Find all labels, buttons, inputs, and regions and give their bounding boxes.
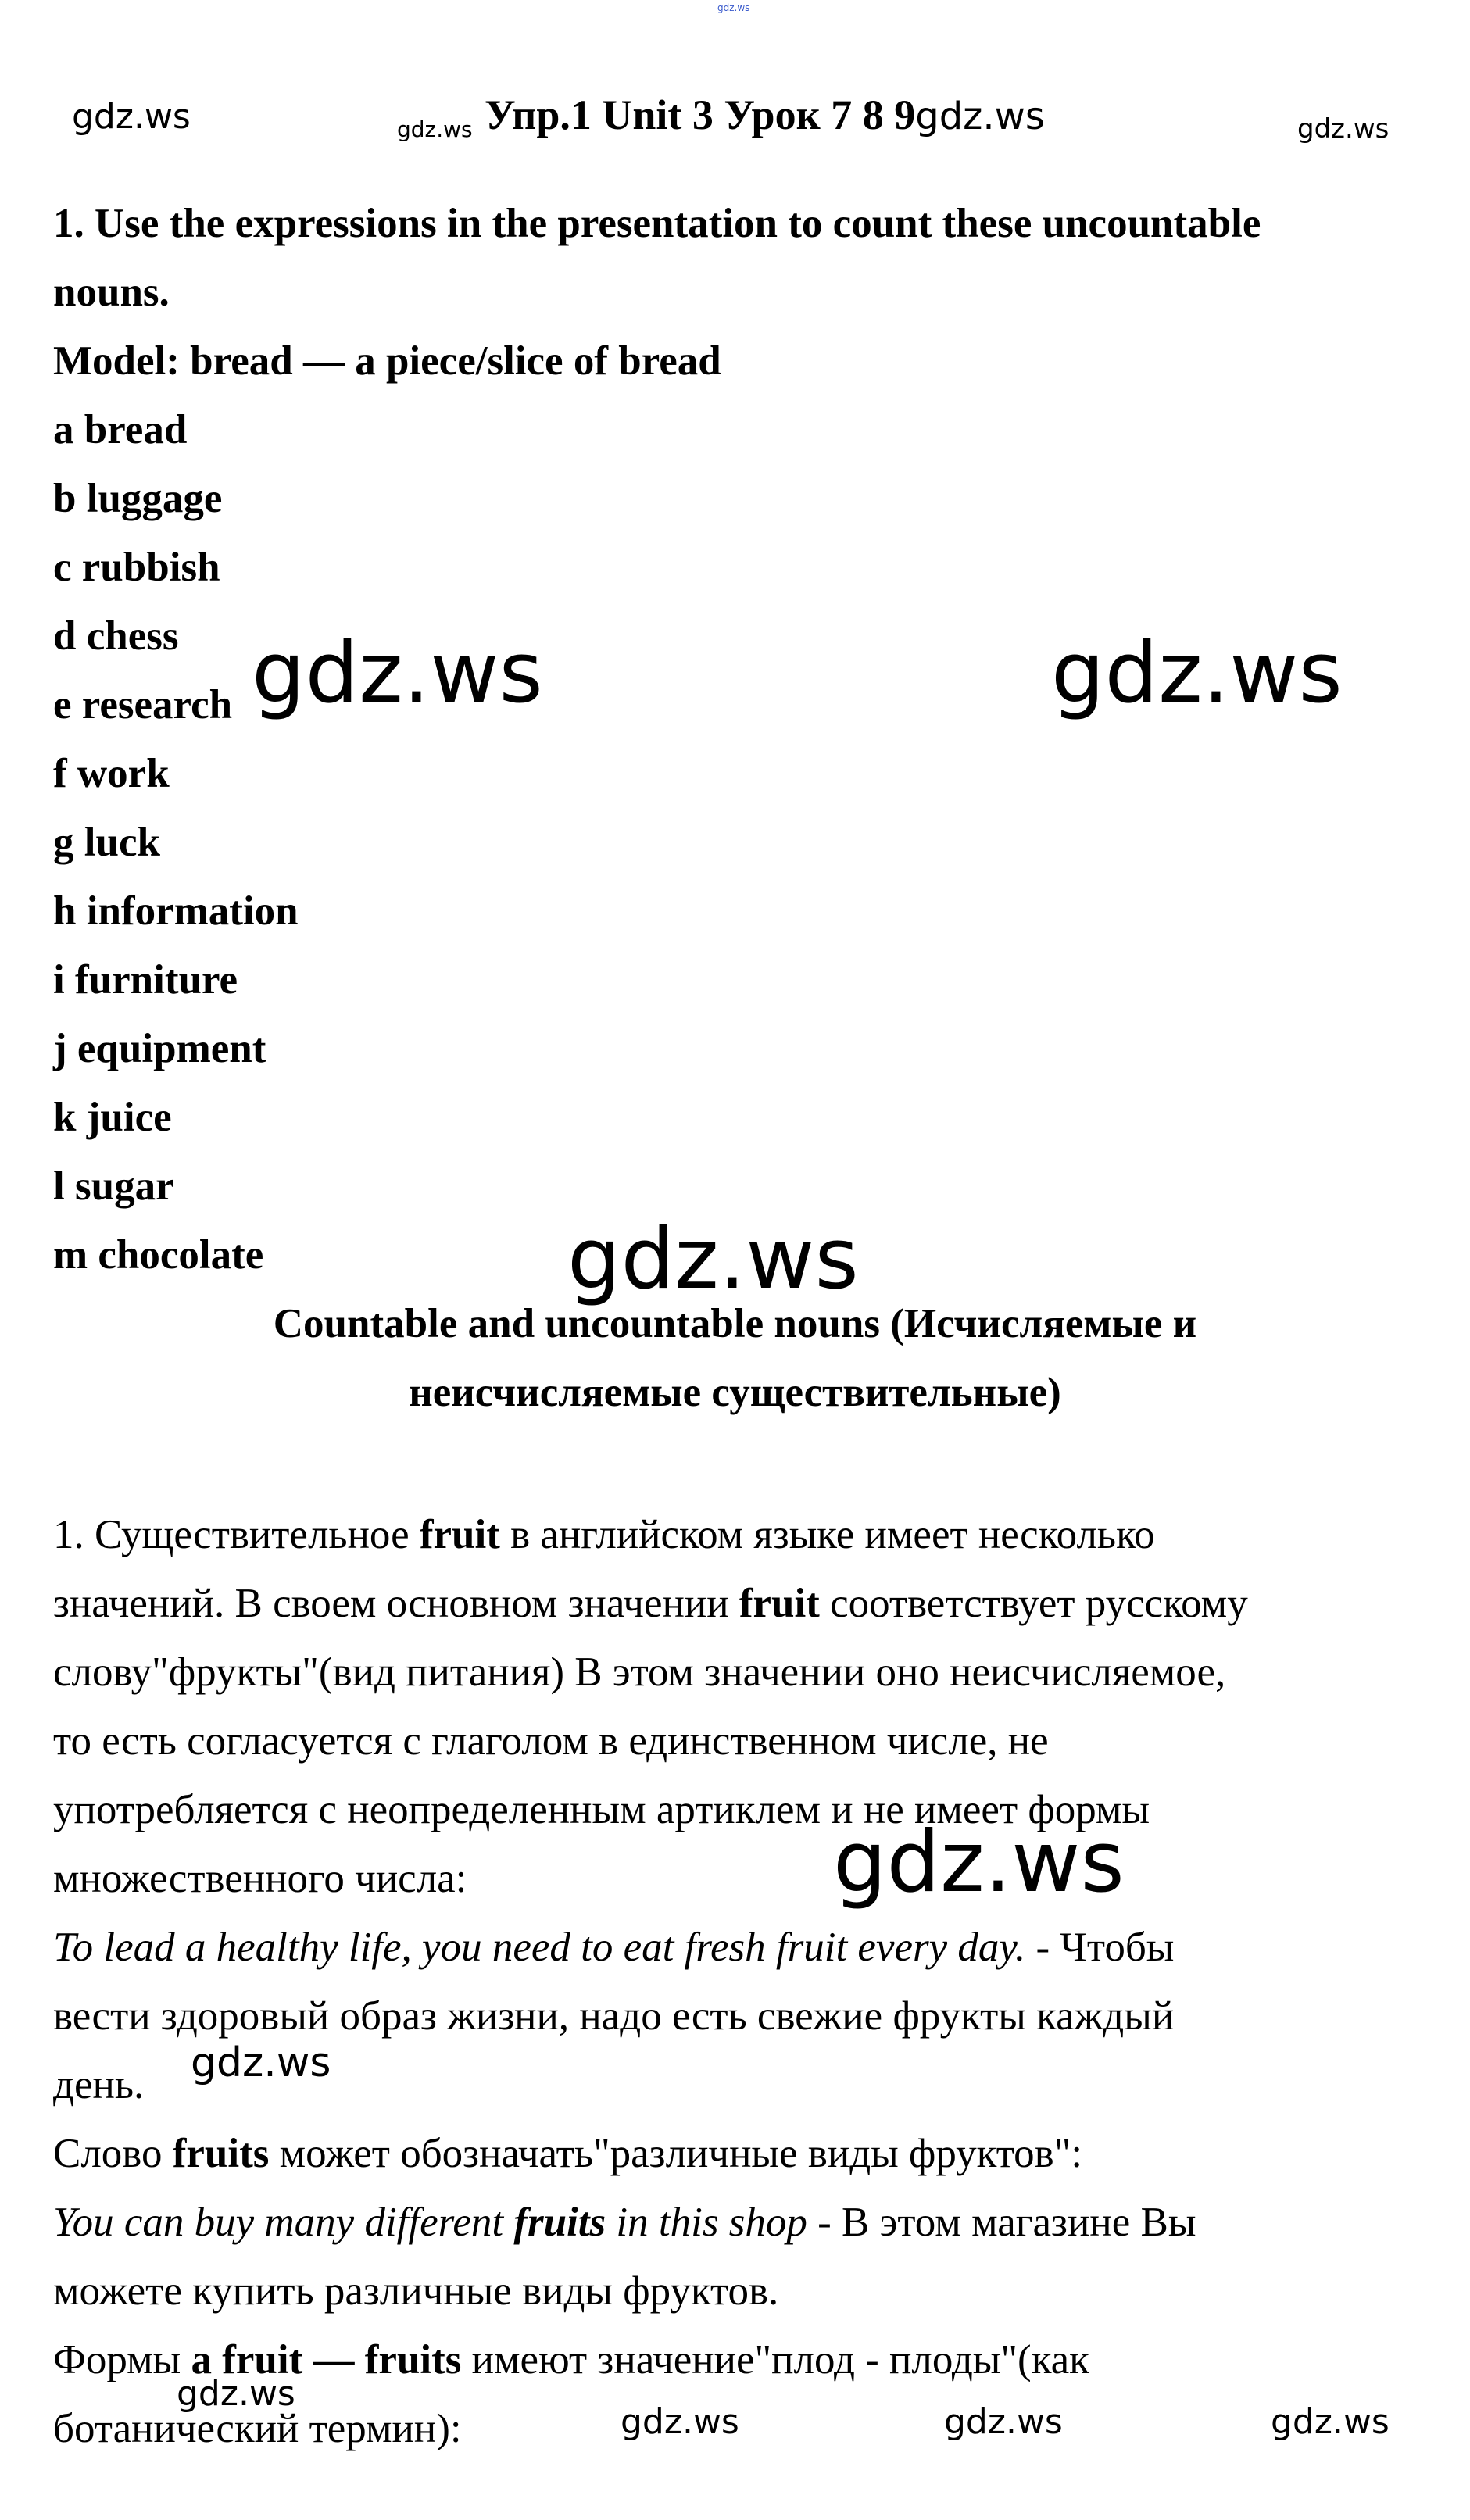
section-heading-line-1: Countable and uncountable nouns (Исчисляемые и	[273, 1301, 1197, 1346]
paragraph-line: то есть согласуется с глаголом в единственном числе, не	[53, 1718, 1049, 1764]
watermark-lower-center: gdz.ws	[833, 1814, 1125, 1911]
example-line	[53, 2202, 1196, 2243]
watermark-bottom-3: gdz.ws	[1271, 2402, 1390, 2442]
text-run: 1. Существительное	[53, 1512, 420, 1557]
title-text: Упр.1 Unit 3 Урок 7 8 9	[485, 91, 916, 138]
paragraph-line: ботанический термин):	[53, 2406, 462, 2451]
example-line	[53, 1927, 1174, 1968]
watermark-top-right: gdz.ws	[1297, 113, 1390, 145]
text-run: Формы	[53, 2337, 191, 2382]
list-item: j equipment	[53, 1026, 266, 1071]
list-item: d chess	[53, 613, 179, 659]
paragraph-line	[53, 2133, 1082, 2175]
example-line: день.	[53, 2062, 145, 2107]
text-run: fruits	[172, 2131, 270, 2176]
text-run: fruit	[419, 1512, 500, 1557]
text-run: имеют значение"плод - плоды"(как	[461, 2337, 1089, 2382]
list-item: e research	[53, 682, 233, 727]
list-item: c rubbish	[53, 545, 220, 590]
text-run: a fruit — fruits	[191, 2337, 462, 2382]
text-run: значений. В своем основном значении	[53, 1581, 739, 1626]
text-run: - В этом магазине Вы	[807, 2200, 1196, 2245]
list-item: g luck	[53, 820, 160, 865]
watermark-mid-left: gdz.ws	[252, 624, 543, 722]
list-item: a bread	[53, 407, 188, 452]
watermark-title-left: gdz.ws	[397, 116, 473, 142]
text-run: fruits	[513, 2200, 606, 2245]
paragraph-line: множественного числа:	[53, 1856, 467, 1901]
list-item: h information	[53, 888, 299, 934]
list-item: f work	[53, 751, 170, 796]
exercise-instruction-line-1: 1. Use the expressions in the presentation to count these uncountable	[53, 201, 1261, 246]
page-title	[485, 91, 1045, 138]
watermark-mid-right: gdz.ws	[1051, 624, 1343, 722]
paragraph-line	[53, 1583, 1248, 1625]
text-run: fruit	[739, 1581, 820, 1626]
list-item: l sugar	[53, 1163, 174, 1209]
text-run: in this shop	[606, 2200, 807, 2245]
paragraph-line: слову"фрукты"(вид питания) В этом значении оно неисчисляемое,	[53, 1650, 1226, 1695]
list-item: b luggage	[53, 476, 223, 521]
text-run	[513, 2200, 606, 2245]
paragraph-line	[53, 1514, 1155, 1556]
watermark-bottom-2: gdz.ws	[944, 2402, 1063, 2442]
list-item: m chocolate	[53, 1232, 264, 1278]
exercise-model: Model: bread — a piece/slice of bread	[53, 338, 721, 384]
watermark-title-inline: gdz.ws	[915, 95, 1045, 138]
watermark-tiny-top: gdz.ws	[717, 2, 750, 13]
example-line: можете купить различные виды фруктов.	[53, 2268, 779, 2314]
section-heading-line-2: неисчисляемые существительные)	[409, 1370, 1061, 1415]
watermark-bottom-1: gdz.ws	[621, 2402, 739, 2442]
watermark-mid-center: gdz.ws	[567, 1210, 859, 1308]
paragraph-line: употребляется с неопределенным артиклем и не имеет формы	[53, 1787, 1150, 1832]
text-run: To lead a healthy life, you need to eat fresh fruit every day.	[53, 1925, 1026, 1970]
watermark-lower-left: gdz.ws	[191, 2039, 331, 2086]
text-run: You can buy many different	[53, 2200, 514, 2245]
exercise-instruction-line-2: nouns.	[53, 270, 170, 315]
text-run: Слово	[53, 2131, 173, 2176]
text-run: - Чтобы	[1025, 1925, 1175, 1970]
watermark-bottom-left: gdz.ws	[177, 2374, 295, 2414]
list-item: i furniture	[53, 957, 238, 1003]
text-run: в английском языке имеет несколько	[499, 1512, 1155, 1557]
watermark-top-left: gdz.ws	[72, 97, 191, 137]
list-item: k juice	[53, 1095, 172, 1140]
example-line: вести здоровый образ жизни, надо есть свежие фрукты каждый	[53, 1993, 1175, 2039]
text-run: может обозначать"различные виды фруктов":	[269, 2131, 1083, 2176]
text-run: соответствует русскому	[819, 1581, 1248, 1626]
